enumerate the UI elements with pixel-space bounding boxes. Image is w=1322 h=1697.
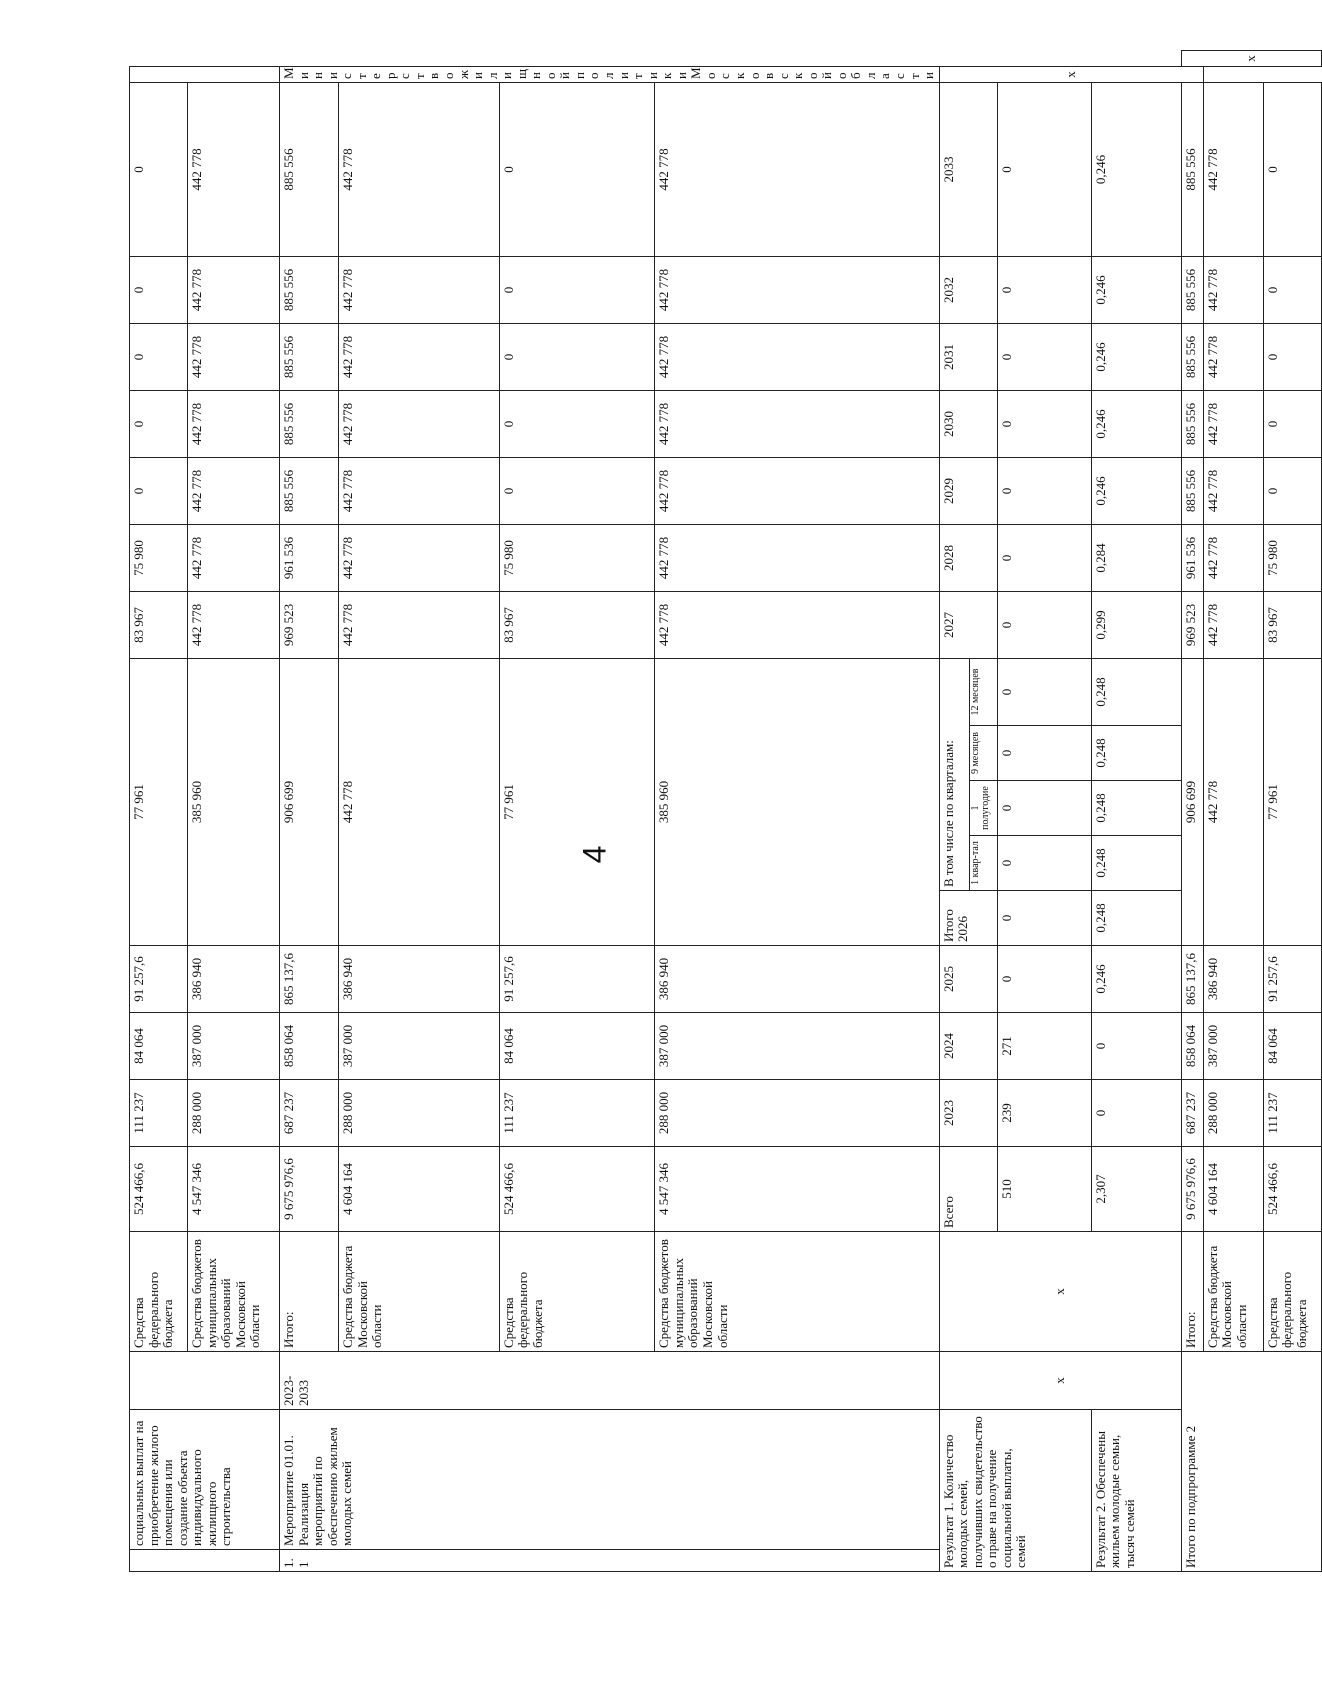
value-cell: 386 940 (338, 946, 499, 1013)
value-cell: 0 (130, 323, 188, 390)
value-cell: 91 257,6 (130, 946, 188, 1013)
value-cell: 0 (499, 457, 655, 524)
value-cell: 75 980 (1263, 524, 1321, 591)
measure-period: 2023-2033 (280, 1352, 940, 1410)
source-federal: Средства федерального бюджета (130, 1232, 188, 1352)
value-cell: 442 778 (188, 256, 280, 323)
result1-name: Результат 1. Количество молодых семей, получивших свидетельство о праве на получение социальной выплаты, семей (939, 1410, 1091, 1572)
value-cell: 885 556 (280, 457, 339, 524)
value-cell: 387 000 (188, 1013, 280, 1080)
value-cell: 288 000 (338, 1080, 499, 1147)
performer-cell: Министерство жилищной политики Московской области (280, 67, 940, 83)
source-total: Итого: (1181, 1232, 1203, 1352)
value-cell: 442 778 (655, 390, 939, 457)
result2-value: 0,246 (1091, 82, 1181, 256)
result2-value: 0,248 (1091, 726, 1181, 781)
result1-value: 0 (997, 726, 1091, 781)
value-cell-2026: 906 699 (280, 658, 339, 945)
value-cell: 442 778 (655, 82, 939, 256)
itogo-2026-header: Итого 2026 (939, 891, 997, 946)
value-cell: 288 000 (188, 1080, 280, 1147)
value-cell: 442 778 (188, 457, 280, 524)
year-header: 2023 (939, 1080, 997, 1147)
value-cell: 111 237 (499, 1080, 655, 1147)
value-cell: 386 940 (1203, 946, 1263, 1013)
value-cell: 442 778 (1203, 591, 1263, 658)
value-cell-total: 4 547 346 (188, 1147, 280, 1232)
value-cell: 0 (1263, 323, 1321, 390)
result2-value: 0 (1091, 1013, 1181, 1080)
value-cell-2026: 77 961 (499, 658, 655, 945)
intro-row-municipal (188, 51, 280, 1572)
year-header: 2025 (939, 946, 997, 1013)
value-cell: 885 556 (1181, 390, 1203, 457)
value-cell: 885 556 (280, 256, 339, 323)
result1-value: 0 (997, 256, 1091, 323)
measure-row-federal (499, 51, 655, 1572)
result1-value: 0 (997, 836, 1091, 891)
value-cell-2026: 385 960 (655, 658, 939, 945)
value-cell: 442 778 (338, 323, 499, 390)
value-cell-total: 4 547 346 (655, 1147, 939, 1232)
value-cell: 969 523 (1181, 591, 1203, 658)
value-cell: 83 967 (1263, 591, 1321, 658)
year-header: 2031 (939, 323, 997, 390)
value-cell: 83 967 (499, 591, 655, 658)
value-cell: 442 778 (655, 323, 939, 390)
value-cell: 83 967 (130, 591, 188, 658)
intro-row-federal (130, 51, 188, 1572)
value-cell: 885 556 (280, 82, 339, 256)
value-cell: 288 000 (655, 1080, 939, 1147)
vsego-header: Всего (939, 1147, 997, 1232)
result1-value: 0 (997, 946, 1091, 1013)
value-cell: 858 064 (1181, 1013, 1203, 1080)
value-cell-total: 4 604 164 (1203, 1147, 1263, 1232)
value-cell: 442 778 (1203, 82, 1263, 256)
year-header: 2027 (939, 591, 997, 658)
value-cell-total: 9 675 976,6 (280, 1147, 339, 1232)
year-header: 2032 (939, 256, 997, 323)
value-cell: 0 (130, 457, 188, 524)
result1-value: 510 (997, 1147, 1091, 1232)
result2-value: 2,307 (1091, 1147, 1181, 1232)
value-cell: 442 778 (338, 457, 499, 524)
value-cell-2026: 77 961 (1263, 658, 1321, 945)
value-cell: 885 556 (280, 390, 339, 457)
result2-value: 0,246 (1091, 946, 1181, 1013)
result2-value: 0,248 (1091, 781, 1181, 836)
value-cell: 0 (499, 256, 655, 323)
period-cell (130, 1352, 280, 1410)
value-cell: 442 778 (1203, 323, 1263, 390)
result1-value: 0 (997, 781, 1091, 836)
measure-name: Мероприятие 01.01. Реализация мероприятий по обеспечению жильем молодых семей (280, 1410, 940, 1550)
result1-value: 0 (997, 82, 1091, 256)
value-cell: 91 257,6 (1263, 946, 1321, 1013)
result2-value: 0 (1091, 1080, 1181, 1147)
year-header: 2033 (939, 82, 997, 256)
value-cell: 858 064 (280, 1013, 339, 1080)
value-cell: 0 (1263, 256, 1321, 323)
measure-num: 1.1 (280, 1550, 940, 1572)
value-cell-total: 4 604 164 (338, 1147, 499, 1232)
value-cell-total: 524 466,6 (130, 1147, 188, 1232)
result2-value: 0,248 (1091, 891, 1181, 946)
result1-value: 0 (997, 323, 1091, 390)
value-cell: 442 778 (338, 524, 499, 591)
value-cell: 442 778 (188, 323, 280, 390)
value-cell: 865 137,6 (1181, 946, 1203, 1013)
value-cell: 687 237 (1181, 1080, 1203, 1147)
source-total: Итого: (280, 1232, 339, 1352)
quarter-header: 1 полугодие (969, 781, 997, 836)
value-cell: 442 778 (655, 524, 939, 591)
result1-value: 0 (997, 457, 1091, 524)
result2-value: 0,299 (1091, 591, 1181, 658)
value-cell: 442 778 (188, 390, 280, 457)
x-mark: х (1181, 51, 1321, 67)
value-cell: 885 556 (1181, 457, 1203, 524)
subtotal-row-total (1181, 51, 1203, 1572)
value-cell-2026: 442 778 (1203, 658, 1263, 945)
value-cell: 75 980 (499, 524, 655, 591)
value-cell: 0 (1263, 457, 1321, 524)
value-cell: 442 778 (655, 256, 939, 323)
table-body (130, 51, 1322, 1572)
quarter-header: 12 месяцев (969, 658, 997, 725)
value-cell: 84 064 (130, 1013, 188, 1080)
result1-value: 271 (997, 1013, 1091, 1080)
subtotal-name: Итого по подпрограмме 2 (1181, 1352, 1321, 1572)
value-cell-2026: 385 960 (188, 658, 280, 945)
value-cell: 0 (499, 82, 655, 256)
value-cell: 0 (1263, 390, 1321, 457)
value-cell: 442 778 (338, 82, 499, 256)
value-cell: 0 (130, 82, 188, 256)
value-cell: 111 237 (130, 1080, 188, 1147)
value-cell: 442 778 (1203, 524, 1263, 591)
result2-value: 0,246 (1091, 256, 1181, 323)
quarters-header: В том числе по кварталам: (939, 658, 969, 890)
result2-name: Результат 2. Обеспечены жильем молодые семьи, тысяч семей (1091, 1410, 1181, 1572)
page-number: 4 (576, 845, 613, 864)
year-header: 2030 (939, 390, 997, 457)
value-cell: 442 778 (655, 591, 939, 658)
measure-row-regional (338, 51, 499, 1572)
program-table-sheet (129, 50, 1309, 1572)
year-header: 2024 (939, 1013, 997, 1080)
value-cell: 442 778 (1203, 457, 1263, 524)
value-cell: 885 556 (1181, 82, 1203, 256)
source-federal: Средства федерального бюджета (1263, 1232, 1321, 1352)
intro-name: социальных выплат на приобретение жилого помещения или создание объекта индивидуального жилищного строительства (130, 1410, 280, 1550)
value-cell: 442 778 (655, 457, 939, 524)
x-mark: х (939, 1232, 1181, 1352)
value-cell-total: 9 675 976,6 (1181, 1147, 1203, 1232)
value-cell: 442 778 (1203, 390, 1263, 457)
value-cell: 442 778 (338, 390, 499, 457)
value-cell: 84 064 (1263, 1013, 1321, 1080)
result1-value: 0 (997, 891, 1091, 946)
value-cell: 442 778 (338, 256, 499, 323)
value-cell: 111 237 (1263, 1080, 1321, 1147)
measure-row-total (280, 51, 339, 1572)
result1-header-row (939, 51, 969, 1572)
value-cell: 442 778 (338, 591, 499, 658)
result1-value: 239 (997, 1080, 1091, 1147)
value-cell: 387 000 (655, 1013, 939, 1080)
value-cell: 0 (130, 390, 188, 457)
value-cell: 885 556 (1181, 323, 1203, 390)
value-cell: 386 940 (188, 946, 280, 1013)
result1-value: 0 (997, 390, 1091, 457)
year-header: 2029 (939, 457, 997, 524)
value-cell: 0 (499, 390, 655, 457)
source-federal: Средства федерального бюджета (499, 1232, 655, 1352)
source-municipal: Средства бюджетов муниципальных образований Московской области (188, 1232, 280, 1352)
value-cell-total: 524 466,6 (1263, 1147, 1321, 1232)
result1-value: 0 (997, 658, 1091, 725)
financing-table (129, 50, 1322, 1572)
value-cell: 75 980 (130, 524, 188, 591)
value-cell: 386 940 (655, 946, 939, 1013)
source-regional: Средства бюджета Московской области (1203, 1232, 1263, 1352)
value-cell: 687 237 (280, 1080, 339, 1147)
value-cell: 84 064 (499, 1013, 655, 1080)
result2-value: 0,284 (1091, 524, 1181, 591)
source-municipal: Средства бюджетов муниципальных образований Московской области (655, 1232, 939, 1352)
result2-value: 0,246 (1091, 457, 1181, 524)
value-cell: 865 137,6 (280, 946, 339, 1013)
x-mark: х (939, 1352, 1181, 1410)
source-regional: Средства бюджета Московской области (338, 1232, 499, 1352)
value-cell: 387 000 (338, 1013, 499, 1080)
value-cell: 442 778 (1203, 256, 1263, 323)
value-cell-2026: 442 778 (338, 658, 499, 945)
value-cell: 442 778 (188, 82, 280, 256)
value-cell: 442 778 (188, 591, 280, 658)
num-cell (130, 1550, 280, 1572)
performer-empty (130, 67, 280, 83)
value-cell: 961 536 (1181, 524, 1203, 591)
quarter-header: 9 месяцев (969, 726, 997, 781)
year-header: 2028 (939, 524, 997, 591)
value-cell: 0 (1263, 82, 1321, 256)
value-cell: 387 000 (1203, 1013, 1263, 1080)
value-cell: 288 000 (1203, 1080, 1263, 1147)
value-cell: 961 536 (280, 524, 339, 591)
x-mark: х (939, 67, 1203, 83)
subtotal-row-regional (1203, 51, 1263, 1572)
value-cell: 885 556 (1181, 256, 1203, 323)
quarter-header: 1 квар-тал (969, 836, 997, 891)
value-cell: 0 (499, 323, 655, 390)
subtotal-row-federal (1263, 51, 1321, 1572)
value-cell: 0 (130, 256, 188, 323)
value-cell: 885 556 (280, 323, 339, 390)
result2-value: 0,248 (1091, 658, 1181, 725)
value-cell: 91 257,6 (499, 946, 655, 1013)
result1-value: 0 (997, 591, 1091, 658)
result2-value: 0,248 (1091, 836, 1181, 891)
value-cell-2026: 77 961 (130, 658, 188, 945)
result1-value: 0 (997, 524, 1091, 591)
value-cell-2026: 906 699 (1181, 658, 1203, 945)
value-cell: 442 778 (188, 524, 280, 591)
measure-row-municipal (655, 51, 939, 1572)
value-cell-total: 524 466,6 (499, 1147, 655, 1232)
result2-value: 0,246 (1091, 323, 1181, 390)
value-cell: 969 523 (280, 591, 339, 658)
result2-value: 0,246 (1091, 390, 1181, 457)
